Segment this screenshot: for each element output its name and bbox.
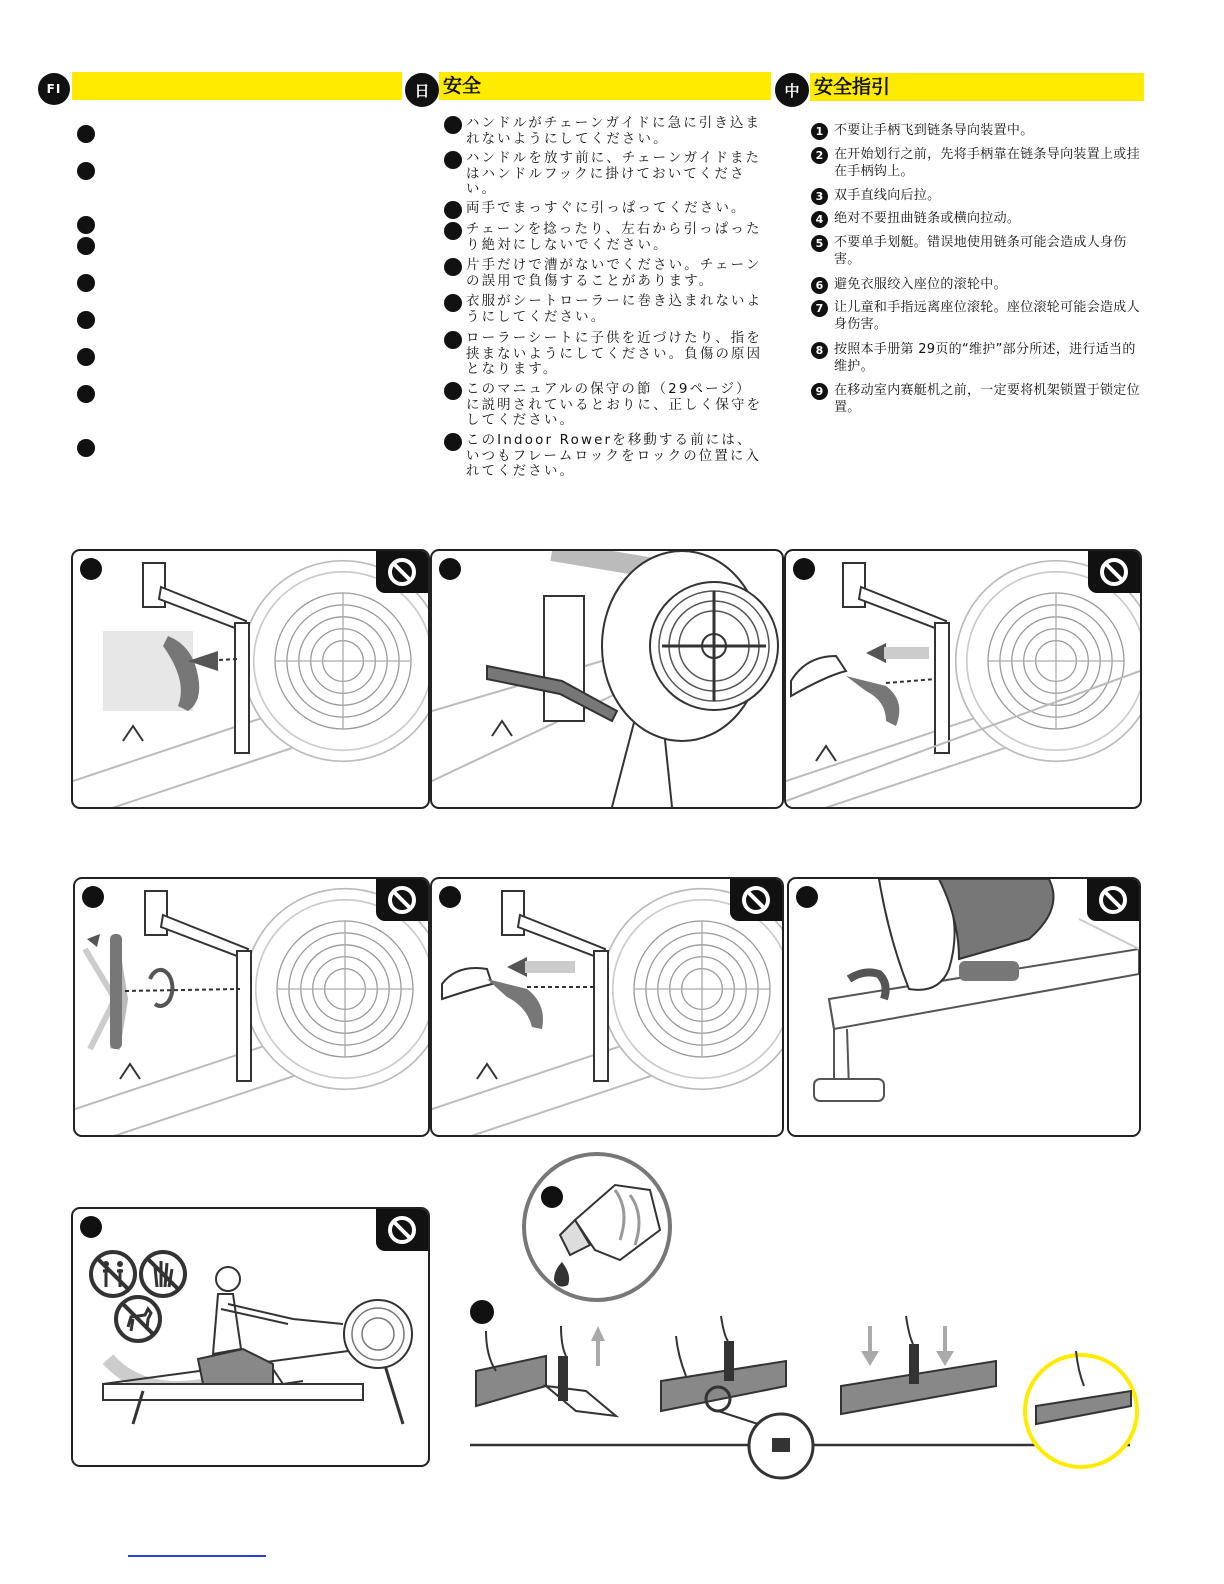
jp-item-text: このIndoor Rowerを移動する前には、いつもフレームロックをロックの位置に入れてください。 — [466, 433, 762, 479]
cn-safety-item-7 — [811, 299, 1141, 333]
prohibited-icon — [730, 879, 782, 921]
cn-safety-item-2 — [811, 146, 1141, 180]
jp-language-badge: 日 — [405, 73, 439, 107]
fi-language-badge: FI — [38, 73, 70, 105]
jp-item-text: 衣服がシートローラーに巻き込まれないようにしてください。 — [466, 294, 763, 325]
footer-link-underline — [128, 1555, 266, 1557]
jp-safety-item-3 — [444, 201, 764, 219]
figure-3-marker — [793, 558, 815, 580]
jp-item-text: このマニュアルの保守の節（29ページ）に説明されているとおりに、正しく保守をしてください。 — [466, 382, 763, 428]
jp-bullet — [444, 331, 462, 349]
cn-item-text: 不要单手划艇。错误地使用链条可能会造成人身伤害。 — [834, 235, 1127, 267]
fi-bullet-5 — [77, 274, 95, 292]
jp-safety-item-5 — [444, 258, 764, 289]
jp-item-text: ローラーシートに子供を近づけたり、指を挟まないようにしてください。負傷の原因となります。 — [466, 331, 763, 377]
fi-bullet-9 — [77, 439, 95, 457]
cn-safety-item-9 — [811, 382, 1141, 416]
figure-6-marker — [796, 886, 818, 908]
cn-safety-item-4 — [811, 210, 1141, 228]
cn-item-number: 6 — [811, 277, 828, 294]
jp-item-text: ハンドルがチェーンガイドに急に引き込まれないようにしてください。 — [466, 116, 762, 147]
figure-1-marker — [80, 558, 102, 580]
cn-item-text: 不要让手柄飞到链条导向装置中。 — [834, 123, 1034, 138]
prohibited-icon — [376, 551, 428, 593]
fi-bullet-2 — [77, 162, 95, 180]
jp-item-text: ハンドルを放す前に、チェーンガイドまたはハンドルフックに掛けておいてください。 — [466, 151, 762, 197]
cn-safety-item-3 — [811, 187, 1141, 205]
cn-item-text: 双手直线向后拉。 — [834, 188, 941, 203]
fi-section-title — [72, 72, 402, 100]
fi-bullet-1 — [77, 125, 95, 143]
jp-item-text: 両手でまっすぐに引っぱってください。 — [466, 201, 747, 216]
cn-safety-item-1 — [811, 122, 1141, 140]
cn-item-text: 避免衣服绞入座位的滚轮中。 — [834, 277, 1007, 292]
figure-3-panel — [784, 549, 1142, 809]
cn-safety-item-5 — [811, 234, 1141, 268]
jp-bullet — [444, 116, 462, 134]
figure-7-panel — [71, 1207, 430, 1467]
cn-item-number: 2 — [811, 147, 828, 164]
cn-language-badge: 中 — [775, 73, 809, 107]
jp-bullet — [444, 294, 462, 312]
jp-item-text: チェーンを捻ったり、左右から引っぱったり絶対にしないでください。 — [466, 222, 762, 253]
fi-bullet-4 — [77, 237, 95, 255]
jp-safety-item-2 — [444, 151, 764, 198]
figure-9-frame-lock-sequence — [466, 1296, 1146, 1496]
jp-section-title: 安全 — [439, 72, 771, 100]
cn-item-text: 在开始划行之前，先将手柄靠在链条导向装置上或挂在手柄钩上。 — [834, 147, 1140, 179]
cn-item-text: 按照本手册第 29页的“维护”部分所述，进行适当的维护。 — [834, 342, 1136, 374]
prohibited-icon — [376, 879, 428, 921]
figure-4-panel — [73, 877, 430, 1137]
figure-5-illustration — [432, 879, 782, 1135]
jp-safety-item-7 — [444, 331, 764, 378]
prohibited-icon — [1088, 551, 1140, 593]
figure-1-illustration — [73, 551, 428, 807]
jp-bullet — [444, 222, 462, 240]
jp-bullet — [444, 433, 462, 451]
figure-7-illustration — [73, 1209, 428, 1465]
figure-8-marker — [541, 1186, 563, 1208]
cn-item-text: 在移动室内赛艇机之前，一定要将机架锁置于锁定位置。 — [834, 383, 1140, 415]
fi-bullet-7 — [77, 348, 95, 366]
jp-safety-item-9 — [444, 433, 764, 480]
fi-bullet-3 — [77, 216, 95, 234]
cn-item-number: 8 — [811, 342, 828, 359]
figure-8-maintenance-illustration — [520, 1150, 675, 1305]
cn-item-number: 9 — [811, 383, 828, 400]
jp-safety-item-4 — [444, 222, 764, 253]
cn-item-number: 1 — [811, 123, 828, 140]
fi-bullet-8 — [77, 385, 95, 403]
jp-bullet — [444, 258, 462, 276]
jp-safety-item-8 — [444, 382, 764, 429]
figure-1-panel — [71, 549, 430, 809]
figure-4-illustration — [75, 879, 428, 1135]
figure-7-marker — [80, 1216, 102, 1238]
cn-item-text: 让儿童和手指远离座位滚轮。座位滚轮可能会造成人身伤害。 — [834, 300, 1140, 332]
jp-bullet — [444, 151, 462, 169]
figure-6-illustration — [789, 879, 1139, 1135]
jp-bullet — [444, 382, 462, 400]
figure-5-panel — [430, 877, 784, 1137]
fi-bullet-6 — [77, 311, 95, 329]
figure-9-marker — [470, 1300, 494, 1324]
figure-4-marker — [82, 886, 104, 908]
cn-item-number: 5 — [811, 235, 828, 252]
cn-item-number: 4 — [811, 211, 828, 228]
cn-item-text: 绝对不要扭曲链条或横向拉动。 — [834, 211, 1021, 226]
cn-safety-item-8 — [811, 341, 1141, 375]
cn-item-number: 3 — [811, 188, 828, 205]
prohibited-icon — [1087, 879, 1139, 921]
figure-2-marker — [439, 558, 461, 580]
cn-section-title: 安全指引 — [810, 73, 1144, 101]
figure-3-illustration — [786, 551, 1140, 807]
figure-2-illustration — [432, 551, 782, 807]
jp-item-text: 片手だけで漕がないでください。チェーンの誤用で負傷することがあります。 — [466, 258, 762, 289]
jp-bullet — [444, 201, 462, 219]
figure-5-marker — [439, 886, 461, 908]
figure-2-panel — [430, 549, 784, 809]
cn-safety-item-6 — [811, 276, 1141, 294]
jp-safety-item-1 — [444, 116, 764, 147]
jp-safety-item-6 — [444, 294, 764, 325]
figure-6-panel — [787, 877, 1141, 1137]
prohibited-icon — [376, 1209, 428, 1251]
cn-item-number: 7 — [811, 300, 828, 317]
